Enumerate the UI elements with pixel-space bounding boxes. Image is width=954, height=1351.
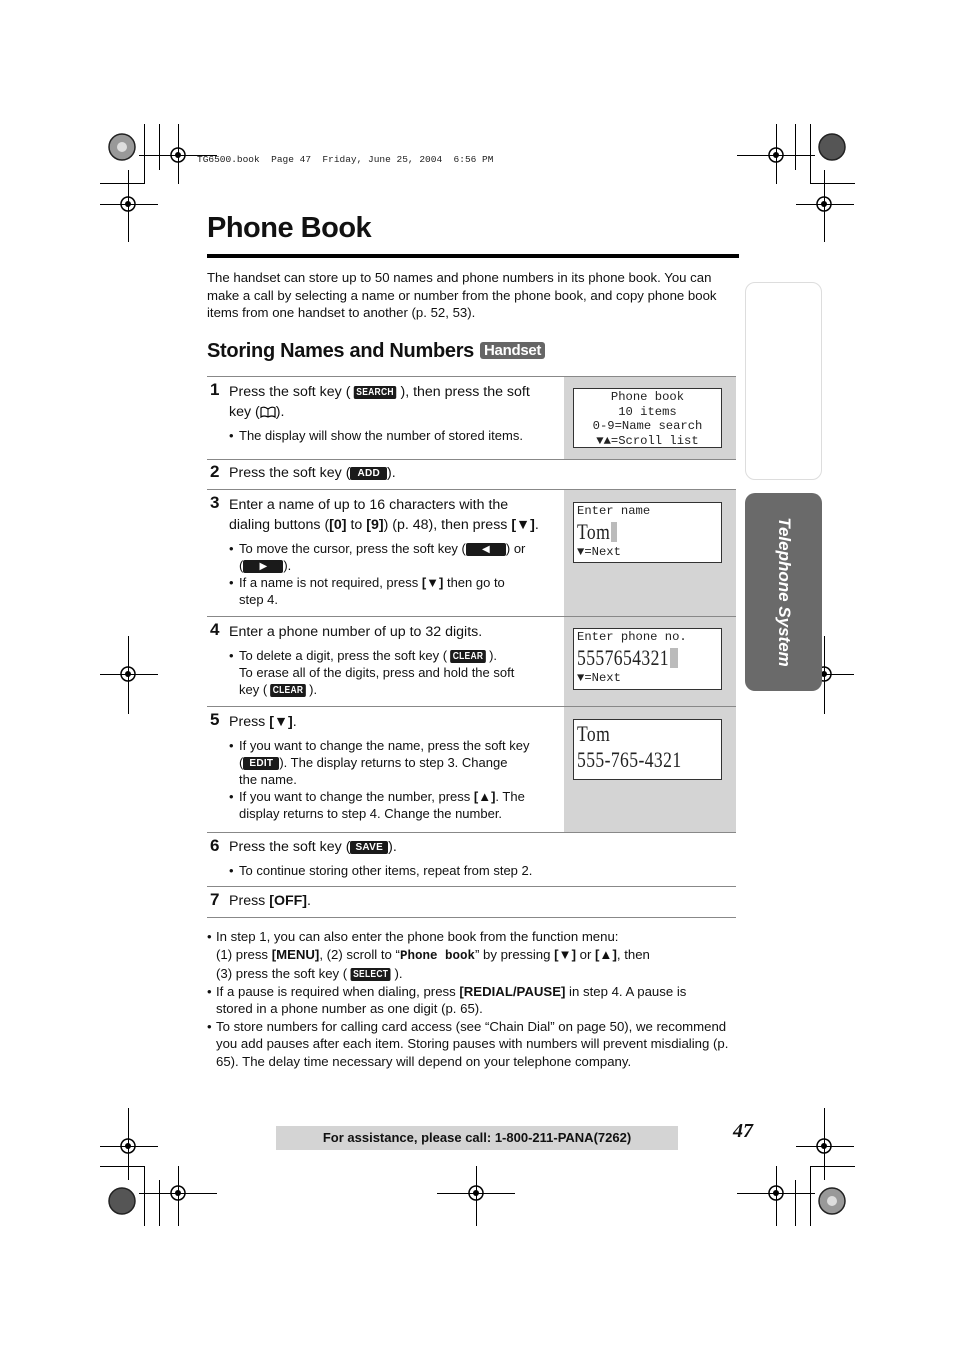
note-text: To store numbers for calling card access (see “Chain Dial” on page 50), we recommend you add pauses after each item. Storing pauses with numbers will prevent misdialing (p. 65). The delay time necessary will depend on your telephone company. — [216, 1018, 729, 1069]
footer-assistance: For assistance, please call: 1-800-211-PANA(7262) — [276, 1126, 678, 1150]
book-icon — [260, 404, 276, 424]
intro-paragraph: The handset can store up to 50 names and phone numbers in its phone book. You can make a call by selecting a name or number from the phone book, and copy phone book items from one handset to another (p. 52, 53). — [207, 270, 717, 321]
step-text-part: to — [346, 517, 367, 533]
lcd-line: ▼=Next — [577, 670, 621, 685]
registration-disc-icon — [108, 133, 136, 161]
down-key: [▼] — [269, 714, 293, 730]
registration-target-icon — [167, 1182, 189, 1204]
add-soft-key: ADD — [350, 467, 387, 480]
lcd-line: Enter name — [577, 504, 651, 518]
menu-key: [MENU] — [271, 946, 320, 962]
lcd-line: Phone book — [610, 390, 685, 404]
crop-mark — [810, 183, 855, 184]
edit-soft-key: EDIT — [243, 757, 279, 770]
search-soft-key: SEARCH — [354, 386, 397, 399]
bullet-text: ) or — [505, 541, 526, 556]
bullet-text: display returns to step 4. Change the number. — [239, 806, 503, 821]
right-arrow-key: ▶ — [243, 560, 283, 573]
bullet-text: ( — [239, 558, 244, 573]
step-number: 1 — [210, 380, 220, 399]
step-text-part: . — [307, 893, 311, 909]
step-text-part: ). — [387, 465, 396, 481]
bullet-text: ). The display returns to step 3. Change — [279, 755, 508, 770]
crop-mark — [100, 1166, 145, 1167]
registration-target-icon — [117, 663, 139, 685]
crop-mark — [810, 124, 811, 184]
step-6 — [207, 833, 736, 887]
step-number: 7 — [210, 890, 220, 909]
registration-target-icon — [167, 144, 189, 166]
off-key: [OFF] — [269, 893, 308, 909]
step-text-part: Press the soft key ( — [229, 465, 351, 481]
step-text — [229, 712, 297, 732]
step-text — [229, 463, 396, 483]
step-text-part: dialing buttons ( — [229, 517, 330, 533]
note-text: (3) press the soft key ( — [216, 966, 348, 981]
lcd-cursor — [670, 648, 678, 668]
step-text-part: Press the soft key ( — [229, 839, 351, 855]
lcd-line: ▼=Next — [577, 544, 621, 559]
step-text: Enter a phone number of up to 32 digits. — [229, 624, 483, 640]
crop-mark — [795, 1180, 796, 1226]
page-title: Phone Book — [207, 212, 372, 244]
up-key: [▲] — [595, 946, 617, 962]
note-text: In step 1, you can also enter the phone book from the function menu: — [216, 929, 619, 944]
lcd-name-value: Tom — [577, 518, 611, 544]
left-arrow-key: ◀ — [466, 543, 506, 556]
redial-pause-key: [REDIAL/PAUSE] — [459, 983, 566, 999]
bullet-text: ). — [489, 648, 498, 663]
clear-soft-key: CLEAR — [270, 684, 306, 697]
bullet-text: If you want to change the name, press the soft key — [239, 738, 530, 753]
lcd-enter-name — [573, 502, 722, 563]
step-bullet: • If you want to change the name, press the soft key ( EDIT ). The display returns to step 3. Change the name. • If you want to change the number, press [▲]. The display returns to step 4. Change the number. — [229, 737, 559, 822]
step-text-part: key ( — [229, 404, 260, 420]
crop-mark — [144, 1166, 145, 1226]
lcd-line: ▼▲=Scroll list — [596, 433, 699, 448]
step-bullet: • To delete a digit, press the soft key ( CLEAR ). To erase all of the digits, press and hold the soft key ( CLEAR ). — [229, 647, 549, 698]
notes — [207, 928, 737, 1070]
bullet-text: To continue storing other items, repeat from step 2. — [239, 863, 533, 878]
note-text: (1) press — [216, 946, 272, 962]
crop-mark — [100, 183, 145, 184]
registration-target-icon — [765, 144, 787, 166]
lcd-line: 10 items — [618, 404, 677, 419]
step-text-part: Press — [229, 714, 270, 730]
bullet-text: The display will show the number of stored items. — [239, 428, 523, 443]
step-text — [229, 891, 311, 911]
bullet-text: ). — [283, 558, 292, 573]
step-bullet: • To move the cursor, press the soft key ( ◀ ) or ( ▶ ). • If a name is not required, press [▼] then go to step 4. — [229, 540, 549, 608]
section-title — [207, 340, 545, 363]
step-text-part: ) (p. 48), then press — [383, 517, 512, 533]
bullet-text: ( — [239, 755, 244, 770]
step-text-part: . — [292, 714, 297, 730]
lcd-line: Enter phone no. — [577, 630, 687, 644]
print-stamp: TG6500.book Page 47 Friday, June 25, 2004 6:56 PM — [197, 154, 494, 165]
registration-target-icon — [117, 1135, 139, 1157]
step-number: 6 — [210, 836, 220, 855]
bullet-text: key ( — [239, 682, 268, 697]
bullet-text: ). — [309, 682, 318, 697]
lcd-confirm — [573, 719, 722, 780]
crop-mark — [159, 1180, 160, 1226]
note-text: ). — [394, 966, 403, 981]
registration-target-icon — [813, 193, 835, 215]
down-key: [▼] — [554, 946, 576, 962]
registration-disc-icon — [818, 1187, 846, 1215]
step-text-part: Enter a name of up to 16 characters with the — [229, 497, 509, 513]
step-text-part: ), then press the soft — [400, 384, 530, 400]
key-0: [0] — [329, 517, 347, 533]
step-7 — [207, 887, 736, 918]
lcd-enter-phone — [573, 628, 722, 690]
page-number: 47 — [733, 1120, 753, 1142]
select-soft-key: SELECT — [351, 968, 391, 981]
phone-book-menu-item: Phone book — [399, 948, 475, 963]
registration-disc-icon — [108, 1187, 136, 1215]
clear-soft-key: CLEAR — [450, 650, 486, 663]
note-text: stored in a phone number as one digit (p. 65). — [216, 1001, 483, 1016]
lcd-line: 0-9=Name search — [592, 419, 703, 433]
step-text-part: ). — [388, 839, 397, 855]
bullet-text: To erase all of the digits, press and hold the soft — [239, 665, 515, 680]
bullet-text: . The — [495, 789, 525, 804]
registration-disc-icon — [818, 133, 846, 161]
step-number: 3 — [210, 493, 220, 512]
step-text-part: . — [534, 517, 539, 533]
registration-target-icon — [465, 1182, 487, 1204]
bullet-text: To move the cursor, press the soft key ( — [239, 541, 466, 556]
note-text: in step 4. A pause is — [565, 983, 687, 999]
title-rule — [207, 254, 739, 258]
bullet-text: If a name is not required, press — [239, 575, 422, 590]
note-item: • If a pause is required when dialing, press [REDIAL/PAUSE] in step 4. A pause is stored in a phone number as one digit (p. 65). — [207, 983, 687, 1016]
crop-mark — [810, 1166, 855, 1167]
step-text-part: ). — [275, 404, 285, 420]
step-2 — [207, 459, 736, 490]
key-9: [9] — [366, 517, 384, 533]
crop-mark — [159, 124, 160, 170]
bullet-text: If you want to change the number, press — [239, 789, 474, 804]
step-bullet: • To continue storing other items, repeat from step 2. — [229, 863, 533, 878]
note-text: , (2) scroll to “ — [319, 946, 400, 962]
crop-mark — [810, 1166, 811, 1226]
step-bullet: • The display will show the number of stored items. — [229, 428, 523, 443]
lcd-name-value: Tom — [577, 721, 611, 746]
side-tab-label: Telephone System — [774, 517, 794, 667]
bullet-text: the name. — [239, 772, 297, 787]
note-text: ” by pressing — [474, 946, 555, 962]
step-number: 5 — [210, 710, 220, 729]
lcd-number-value: 5557654321 — [577, 644, 669, 670]
step-text-part: Press the soft key ( — [229, 384, 351, 400]
crop-mark — [795, 124, 796, 170]
section-title-text: Storing Names and Numbers — [207, 340, 475, 362]
up-key: [▲] — [473, 789, 496, 804]
registration-target-icon — [765, 1182, 787, 1204]
note-text: If a pause is required when dialing, press — [216, 983, 460, 999]
step-text — [229, 382, 564, 424]
step-number: 2 — [210, 462, 220, 481]
down-key: [▼] — [421, 575, 444, 590]
registration-target-icon — [813, 1135, 835, 1157]
down-key: [▼] — [511, 517, 535, 533]
lcd-cursor — [611, 522, 617, 542]
step-text — [229, 495, 564, 535]
lcd-phonebook — [573, 388, 722, 448]
step-number: 4 — [210, 620, 220, 639]
lcd-number-value: 555-765-4321 — [577, 747, 682, 772]
step-text — [229, 837, 397, 857]
bullet-text: To delete a digit, press the soft key ( — [239, 648, 448, 663]
note-item: • To store numbers for calling card access (see “Chain Dial” on page 50), we recommend you add pauses after each item. Storing pauses with numbers will prevent misdialing (p. 65). The delay time necessary will depend on your telephone company. — [207, 1018, 729, 1069]
side-tab-telephone-system — [745, 493, 822, 691]
save-soft-key: SAVE — [350, 841, 388, 854]
handset-badge: Handset — [480, 342, 545, 359]
step-text-part: Press — [229, 893, 270, 909]
note-text: or — [575, 946, 596, 962]
registration-target-icon — [117, 193, 139, 215]
crop-mark — [144, 124, 145, 184]
bullet-text: then go to — [443, 575, 505, 590]
bullet-text: step 4. — [239, 592, 279, 607]
note-item: • In step 1, you can also enter the phone book from the function menu: (1) press [MENU], (2) scroll to “Phone book” by pressing [▼] or [▲], then (3) press the soft key ( SELECT ). — [207, 929, 650, 981]
side-tab-empty — [745, 282, 822, 480]
note-text: , then — [616, 946, 650, 962]
